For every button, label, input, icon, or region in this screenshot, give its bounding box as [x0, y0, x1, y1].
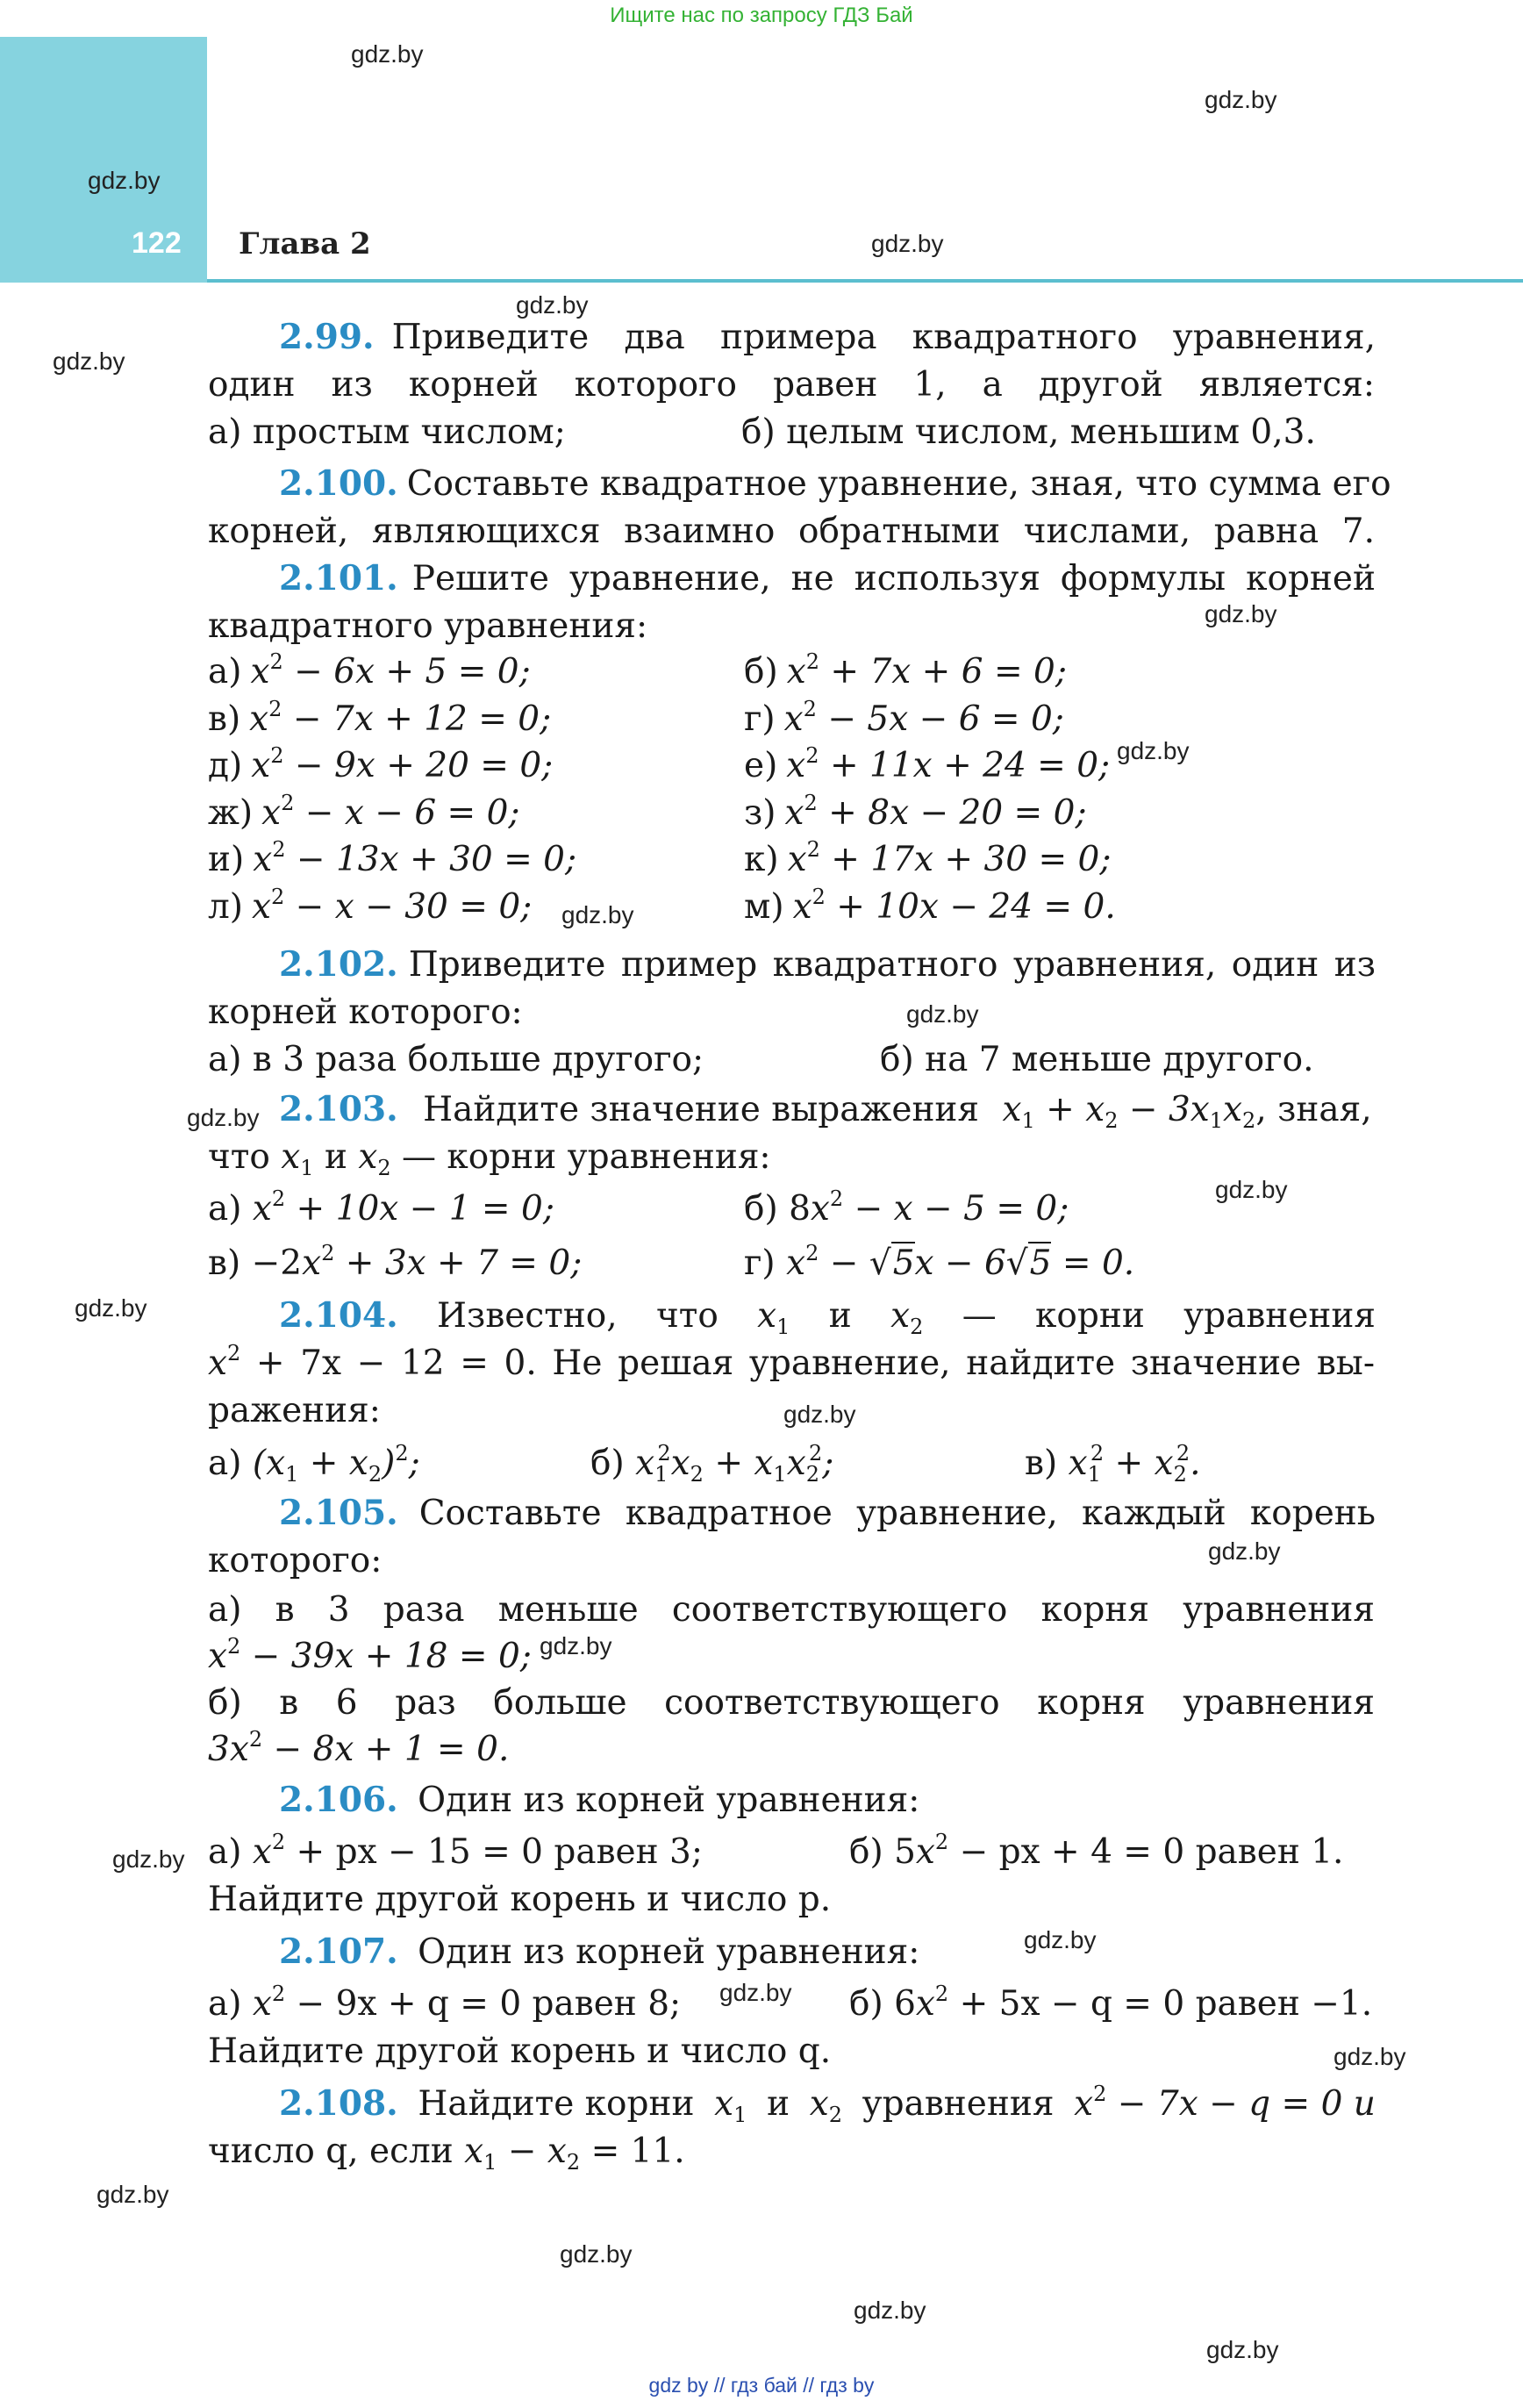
option-b	[849, 1982, 1373, 2024]
option-a: а) в 3 раза больше другого;	[208, 1040, 704, 1079]
label: б) 8	[744, 1189, 811, 1229]
equation-rest: − 9x + 20 = 0;	[283, 746, 554, 785]
eq: x − 6	[914, 1243, 1006, 1283]
equation-rest: − 13x + 30 = 0;	[285, 840, 577, 879]
problem-text: Составьте квадратное уравнение, каждый корень	[418, 1494, 1376, 1533]
equation-rest: + 8x − 20 = 0;	[817, 792, 1087, 833]
item-label: а)	[208, 652, 242, 692]
top-banner[interactable]: Ищите нас по запросу ГДЗ Бай	[610, 4, 913, 27]
problem-number: 2.107.	[279, 1931, 398, 1972]
option-a	[208, 1982, 682, 2024]
equation	[784, 790, 1087, 833]
word: корня	[1040, 1590, 1149, 1630]
watermark: gdz.by	[1206, 2336, 1279, 2363]
equation-item	[744, 649, 1067, 692]
equation-rest: − x − 30 = 0;	[284, 886, 533, 927]
problem-text: корней которого:	[208, 993, 523, 1032]
equation-item	[744, 790, 1087, 833]
equation: $x^2 - x - 5 = 0$;	[810, 1186, 1069, 1229]
eq: − px + 4 = 0 равен 1.	[948, 1832, 1344, 1872]
label: а)	[208, 1984, 242, 2024]
label: б)	[590, 1444, 625, 1483]
problem-text: корней, являющихся взаимно обратными числами, равна 7.	[208, 512, 1375, 551]
word: —	[962, 1296, 997, 1336]
watermark: gdz.by	[783, 1401, 856, 1428]
expression: $x_1^2 + x_2^2$.	[1068, 1441, 1201, 1487]
watermark: gdz.by	[540, 1632, 612, 1659]
label: в) −2	[208, 1243, 303, 1283]
equation-item	[208, 837, 577, 879]
text: Найдите корни	[418, 2084, 695, 2124]
problem-text	[208, 1137, 771, 1180]
exponent: 2	[804, 790, 818, 815]
equation	[250, 649, 531, 692]
watermark: gdz.by	[1205, 86, 1277, 113]
equation-rest: − 5x − 6 = 0;	[816, 699, 1064, 739]
problem-text: которого:	[208, 1541, 383, 1580]
equation-rest: − 6x + 5 = 0;	[282, 652, 531, 692]
variable: x	[784, 792, 804, 833]
equation: $x^2 - 9x + q = 0$ равен 8;	[252, 1982, 682, 2024]
item-label: ж)	[208, 792, 254, 833]
watermark: gdz.by	[75, 1294, 147, 1322]
exponent: 2	[270, 743, 284, 768]
variable: x	[786, 652, 806, 692]
word: б)	[208, 1683, 242, 1723]
expression: $x_1^2x_2 + x_1x_2^2$;	[635, 1441, 834, 1487]
word: уравнения	[1183, 1683, 1375, 1723]
variable: x	[787, 840, 807, 879]
watermark: gdz.by	[516, 291, 589, 319]
variable: x	[249, 699, 269, 739]
exponent: 2	[269, 649, 283, 674]
watermark: gdz.by	[906, 1000, 979, 1028]
equation-item	[208, 696, 552, 739]
eq: + 3x + 7 = 0;	[334, 1243, 583, 1283]
equation	[249, 696, 552, 739]
equation	[253, 837, 577, 879]
problem-2-102	[279, 944, 1376, 985]
watermark: gdz.by	[351, 40, 424, 68]
equation-rest: − x − 6 = 0;	[294, 792, 520, 833]
option-c	[1025, 1441, 1201, 1487]
problem-2-103	[279, 1089, 1372, 1133]
word: Известно,	[437, 1296, 618, 1336]
problem-2-108	[279, 2082, 1376, 2127]
variable: x	[786, 746, 806, 785]
problem-2-106	[279, 1780, 920, 1820]
word: уравнения	[1183, 1590, 1375, 1630]
variable-x2: $x_2$	[358, 1137, 391, 1180]
problem-number: 2.99.	[279, 317, 375, 357]
option-a	[208, 1830, 703, 1872]
problem-2-99	[279, 317, 1376, 357]
problem-number: 2.108.	[279, 2083, 398, 2124]
text: и	[767, 2084, 790, 2124]
watermark: gdz.by	[187, 1104, 260, 1131]
watermark: gdz.by	[871, 230, 944, 257]
equation: $x^2 - √5x - 6√5 = 0$.	[786, 1241, 1135, 1283]
option-a	[208, 1590, 1375, 1630]
header-rule	[207, 279, 1523, 283]
word: 6	[335, 1683, 358, 1723]
footer-links[interactable]: gdz by // гдз бай // гдз by	[648, 2374, 875, 2397]
watermark: gdz.by	[112, 1845, 185, 1873]
equation: $x^2 + 10x - 1 = 0$;	[252, 1186, 554, 1229]
watermark: gdz.by	[719, 1979, 792, 2006]
option-b	[208, 1683, 1375, 1723]
equation: $3x^2 - 8x + 1 = 0$.	[208, 1727, 510, 1769]
variable-x1: $x_1$	[757, 1296, 790, 1339]
problem-2-101	[279, 558, 1376, 598]
problem-2-107	[279, 1931, 920, 1972]
option-a	[208, 1441, 420, 1487]
eq: − 39x + 18 = 0;	[240, 1637, 532, 1676]
problem-2-100	[279, 463, 1391, 504]
equation-item	[744, 837, 1112, 879]
variable: x	[792, 886, 812, 927]
problem-text: ражения:	[208, 1391, 381, 1430]
eq: + 10x − 1 = 0;	[285, 1189, 554, 1229]
problem-text: Найдите значение выражения	[423, 1090, 980, 1129]
option-a: а) простым числом;	[208, 412, 566, 452]
text: + 7x − 12 = 0. Не решая уравнение, найдите значение вы-	[240, 1344, 1375, 1383]
variable: x	[252, 886, 271, 927]
equation-item	[744, 743, 1111, 785]
text: число q, если	[208, 2132, 454, 2171]
problem-number: 2.102.	[279, 944, 398, 985]
item-label: к)	[744, 840, 779, 879]
word: соответствующего	[664, 1683, 1000, 1723]
variable: x	[250, 652, 270, 692]
exponent: 2	[806, 837, 820, 862]
equation: $x^2 - 39x + 18 = 0$;	[208, 1634, 532, 1676]
option-b	[849, 1830, 1344, 1872]
exponent: 2	[805, 649, 819, 674]
label: г)	[744, 1243, 776, 1283]
label: в)	[1025, 1444, 1058, 1483]
watermark: gdz.by	[854, 2297, 926, 2324]
label: а)	[208, 1832, 242, 1872]
word: и	[828, 1296, 852, 1336]
problem-text	[208, 1341, 1375, 1383]
problem-number: 2.105.	[279, 1493, 398, 1533]
equation-item	[208, 884, 533, 927]
equation	[792, 884, 1116, 927]
equation	[786, 743, 1111, 785]
sqrt: 5	[1029, 1243, 1052, 1283]
variable: x	[251, 746, 271, 785]
equation-rest: + 7x + 6 = 0;	[819, 652, 1067, 692]
equation	[208, 1634, 532, 1676]
word: в	[275, 1590, 295, 1630]
word: раза	[383, 1590, 465, 1630]
eq: − x − 5 = 0;	[843, 1189, 1069, 1229]
problem-text: Один из корней уравнения:	[418, 1781, 920, 1820]
problem-number: 2.101.	[279, 558, 398, 598]
exponent: 2	[271, 884, 285, 909]
equation-rest: + 10x − 24 = 0.	[825, 886, 1116, 927]
problem-text: один из корней которого равен 1, а другой является:	[208, 365, 1375, 405]
variable-x1: $x_1$	[714, 2084, 747, 2127]
problem-text: квадратного уравнения:	[208, 606, 648, 646]
exponent: 2	[268, 696, 282, 721]
problem-text: Приведите пример квадратного уравнения, один из	[408, 945, 1376, 985]
equation-item	[744, 696, 1064, 739]
eq: − 8x + 1 = 0.	[262, 1730, 510, 1769]
problem-text: , зная,	[1255, 1090, 1372, 1129]
word: раз	[395, 1683, 456, 1723]
equation: $x^2$ − px + 4 = 0 равен 1.	[915, 1830, 1344, 1872]
problem-text: Приведите два примера квадратного уравнения,	[391, 318, 1376, 357]
item-label: м)	[744, 886, 784, 927]
exponent: 2	[805, 743, 819, 768]
watermark: gdz.by	[560, 2240, 633, 2268]
sqrt: 5	[892, 1243, 915, 1283]
word: а)	[208, 1590, 242, 1630]
problem-text: Составьте квадратное уравнение, зная, что сумма его	[406, 464, 1391, 504]
problem-text: Найдите другой корень и число p.	[208, 1880, 832, 1919]
item-label: л)	[208, 886, 243, 927]
problem-number: 2.104.	[279, 1295, 398, 1336]
problem-2-105	[279, 1493, 1376, 1533]
item-label: е)	[744, 746, 778, 785]
watermark: gdz.by	[1334, 2043, 1406, 2070]
text: что	[208, 1137, 270, 1177]
equation-item	[744, 884, 1116, 927]
expression: $x_1 - x_2$	[464, 2132, 581, 2175]
item-label: в)	[208, 699, 241, 739]
equation: $x^2 + 3x + 7 = 0$;	[302, 1241, 583, 1283]
text: — корни уравнения:	[402, 1137, 771, 1177]
problem-text	[208, 2132, 685, 2175]
item-label: з)	[744, 792, 776, 833]
watermark: gdz.by	[53, 348, 125, 375]
page-number: 122	[132, 226, 182, 260]
equation	[786, 649, 1067, 692]
word: 3	[327, 1590, 350, 1630]
watermark: gdz.by	[1024, 1926, 1097, 1953]
eq: = 0.	[1051, 1243, 1135, 1283]
word: что	[655, 1296, 719, 1336]
problem-2-104	[279, 1295, 1376, 1339]
equation	[208, 1727, 510, 1769]
equation	[251, 743, 554, 785]
option-b: б) на 7 меньше другого.	[880, 1040, 1314, 1079]
word: уравнения	[1183, 1296, 1376, 1336]
equation: $x^2$ + px − 15 = 0 равен 3;	[252, 1830, 703, 1872]
variable: x	[253, 840, 273, 879]
option-b	[590, 1441, 834, 1487]
chapter-title: Глава 2	[239, 226, 371, 262]
problem-text: Найдите другой корень и число q.	[208, 2032, 832, 2071]
problem-number: 2.106.	[279, 1780, 398, 1820]
text: уравнения	[862, 2084, 1055, 2124]
exponent: 2	[812, 884, 826, 909]
equation-item	[208, 743, 554, 785]
item-label: б)	[744, 652, 778, 692]
word: в	[279, 1683, 299, 1723]
equation-rest: + 11x + 24 = 0;	[819, 746, 1111, 785]
equation	[783, 696, 1064, 739]
variable-x1: $x_1$	[281, 1137, 314, 1180]
problem-number: 2.103.	[279, 1089, 398, 1129]
label: а)	[208, 1189, 242, 1229]
watermark: gdz.by	[561, 901, 634, 928]
watermark: gdz.by	[1117, 737, 1190, 764]
watermark: gdz.by	[1205, 600, 1277, 627]
expression: $x_1 + x_2 - 3x_1x_2$	[1002, 1090, 1256, 1133]
item-label: и)	[208, 840, 245, 879]
item-label: г)	[744, 699, 776, 739]
option-b	[744, 1186, 1069, 1229]
eq: −	[819, 1243, 869, 1283]
equation-rest: + 17x + 30 = 0;	[819, 840, 1112, 879]
expression: $(x_1 + x_2)^2$;	[252, 1441, 420, 1487]
word: больше	[493, 1683, 627, 1723]
word: корня	[1037, 1683, 1146, 1723]
item-label: д)	[208, 746, 243, 785]
eq: + 5x − q = 0 равен −1.	[948, 1984, 1373, 2024]
variable: x	[783, 699, 804, 739]
label: б) 6	[849, 1984, 916, 2024]
problem-text: Решите уравнение, не используя формулы корней	[411, 559, 1376, 598]
eq: + px − 15 = 0 равен 3;	[285, 1832, 703, 1872]
equation: $x^2$	[208, 1341, 241, 1383]
watermark: gdz.by	[97, 2181, 169, 2208]
eq: − 7x − q = 0 и	[1106, 2084, 1376, 2124]
option-d	[744, 1241, 1135, 1283]
equation: $x^2 - 7x - q = 0$ и	[1074, 2082, 1376, 2124]
exponent: 2	[272, 837, 286, 862]
text: и	[324, 1137, 347, 1177]
option-a	[208, 1186, 554, 1229]
watermark: gdz.by	[88, 167, 161, 194]
text: = 11.	[580, 2132, 685, 2171]
equation	[261, 790, 520, 833]
word: меньше	[497, 1590, 639, 1630]
variable: x	[261, 792, 282, 833]
variable-x2: $x_2$	[809, 2084, 843, 2127]
label: а)	[208, 1444, 242, 1483]
equation-rest: − 7x + 12 = 0;	[282, 699, 552, 739]
watermark: gdz.by	[1208, 1537, 1281, 1565]
variable-x2: $x_2$	[890, 1296, 924, 1339]
exponent: 2	[803, 696, 817, 721]
word: корни	[1035, 1296, 1145, 1336]
eq: − 9x + q = 0 равен 8;	[285, 1984, 682, 2024]
equation-item	[208, 790, 520, 833]
equation	[787, 837, 1112, 879]
option-b: б) целым числом, меньшим 0,3.	[741, 412, 1316, 452]
equation	[252, 884, 533, 927]
label: б) 5	[849, 1832, 916, 1872]
option-c	[208, 1241, 583, 1283]
word: соответствующего	[671, 1590, 1008, 1630]
watermark: gdz.by	[1215, 1176, 1288, 1203]
problem-number: 2.100.	[279, 463, 398, 504]
equation: $x^2 + 5x - q = 0$ равен −1.	[915, 1982, 1373, 2024]
exponent: 2	[281, 790, 295, 815]
equation-item	[208, 649, 531, 692]
problem-text: Один из корней уравнения:	[418, 1932, 920, 1972]
